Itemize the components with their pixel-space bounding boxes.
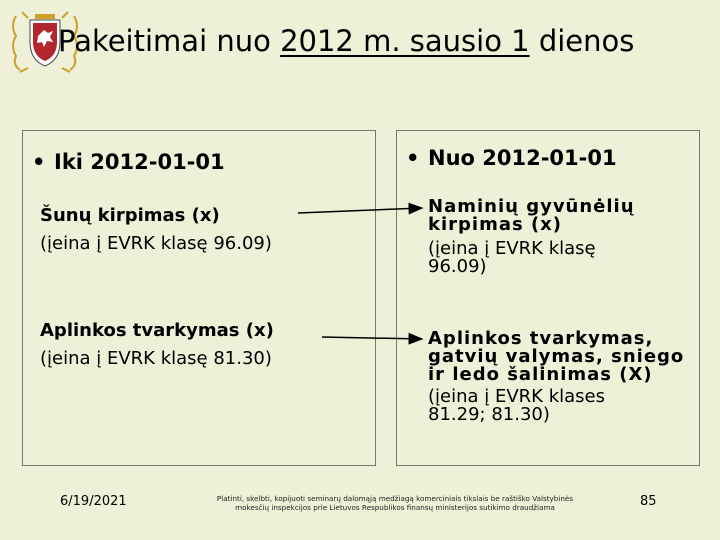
right-item-class-line: 81.29; 81.30) [428,404,550,425]
left-item-class: (įeina į EVRK klasę 81.30) [40,348,272,369]
right-item-title-line: Naminių gyvūnėlių [428,196,635,217]
right-item-class-line: (įeina į EVRK klases [428,386,605,407]
right-heading-text: Nuo 2012-01-01 [428,146,617,170]
right-item-title-line: gatvių valymas, sniego [428,346,685,367]
arrow-landscaping [322,337,422,339]
bullet-icon: • [406,146,420,170]
right-item-title-line: ir ledo šalinimas (X) [428,364,653,385]
bullet-icon: • [32,150,46,174]
left-item-class: (įeina į EVRK klasę 96.09) [40,233,272,254]
footer-note-line: mokesčių inspekcijos prie Lietuvos Respublikos finansų ministerijos sutikimo draudžiama [235,503,555,512]
right-item-title-line: kirpimas (x) [428,214,563,235]
title-prefix: Pakeitimai nuo [58,24,281,58]
title-suffix: dienos [529,24,635,58]
footer-note-line: Platinti, skelbti, kopijuoti seminarų dalomąją medžiagą komerciniais tikslais be raštiško Valstybinės [216,494,574,503]
page-number: 85 [640,494,657,509]
left-heading-text: Iki 2012-01-01 [54,150,225,174]
right-item-class-line: 96.09) [428,256,487,277]
title-date-underlined: 2012 m. sausio 1 [280,24,530,58]
footer-copyright-note [185,494,605,512]
left-item-title: Aplinkos tvarkymas (x) [40,320,274,341]
right-item-title-line: Aplinkos tvarkymas, [428,328,654,349]
footer-date: 6/19/2021 [60,494,127,509]
right-item-class-line: (įeina į EVRK klasę [428,238,596,259]
left-item-title: Šunų kirpimas (x) [40,205,220,226]
arrow-dog-grooming [298,208,422,213]
